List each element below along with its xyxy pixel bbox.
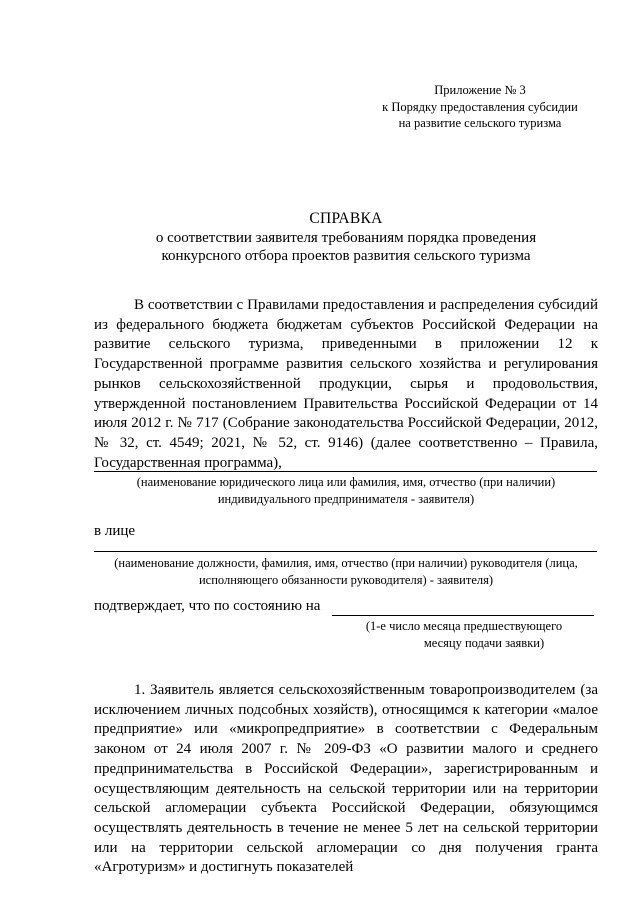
annex-order-line: к Порядку предоставления субсидии (382, 99, 578, 114)
head-name-line (94, 551, 597, 552)
head-caption-line1: (наименование должности, фамилия, имя, отчество (при наличии) руководителя (лица, (114, 556, 578, 570)
head-caption-line2: исполняющего обязанности руководителя) - заявителя) (198, 573, 494, 587)
point-1-paragraph: 1. Заявитель является сельскохозяйственным товаропроизводителем (за исключением личных подсобных хозяйств), относящимся к категории «малое предприятие» или «микропредприятие» в соответствии с Федеральным законом от 24 июля 2007 г. № 209-ФЗ «О развитии малого и среднего предпринимательства в Российской Федерации», зарегистрированным и осуществляющим деятельность на сельской территории или на территории сельской агломерации субъекта Российской Федерации, обязующимся осуществлять деятельность в течение не менее 5 лет на сельской территории или на территории сельской агломерации со дня получения гранта «Агротуризм» и достигнуть показателей (94, 682, 598, 876)
date-line (332, 615, 594, 616)
applicant-caption-line2: индивидуального предпринимателя - заявителя) (217, 492, 475, 506)
date-caption-line1: (1-е число месяца предшествующего (365, 619, 563, 633)
document-subtitle-line1: о соответствии заявителя требованиям порядка проведения (155, 229, 537, 246)
annex-subject-line: на развитие сельского туризма (398, 116, 562, 130)
applicant-caption (94, 474, 598, 508)
annex-reference (360, 82, 600, 132)
document-title: СПРАВКА (309, 210, 383, 227)
date-caption-line2: месяцу подачи заявки) (423, 636, 545, 650)
head-caption (94, 555, 598, 589)
applicant-caption-line1: (наименование юридического лица или фамилия, имя, отчество (при наличии) (136, 475, 556, 489)
annex-number: Приложение № 3 (434, 83, 526, 97)
intro-paragraph: В соответствии с Правилами предоставления и распределения субсидий из федерального бюджета бюджетам субъектов Российской Федерации на развитие сельского туризма, приведенными в приложении 12 к Государственной программе развития сельского хозяйства и регулирования рынков сельскохозяйственной продукции, сырья и продовольствия, утвержденной постановлением Правительства Российской Федерации от 14 июля 2012 г. № 717 (Собрание законодательства Российской Федерации, 2012, № 32, ст. 4549; 2021, № 52, ст. 9146) (далее соответственно – Правила, Государственная программа), (94, 297, 598, 471)
confirm-text: подтверждает, что по состоянию на (94, 598, 321, 614)
applicant-name-line (94, 471, 597, 472)
document-heading (94, 210, 598, 266)
document-subtitle-line2: конкурсного отбора проектов развития сельского туризма (161, 248, 531, 264)
date-caption (340, 618, 588, 652)
in-person-label: в лице (94, 523, 136, 539)
